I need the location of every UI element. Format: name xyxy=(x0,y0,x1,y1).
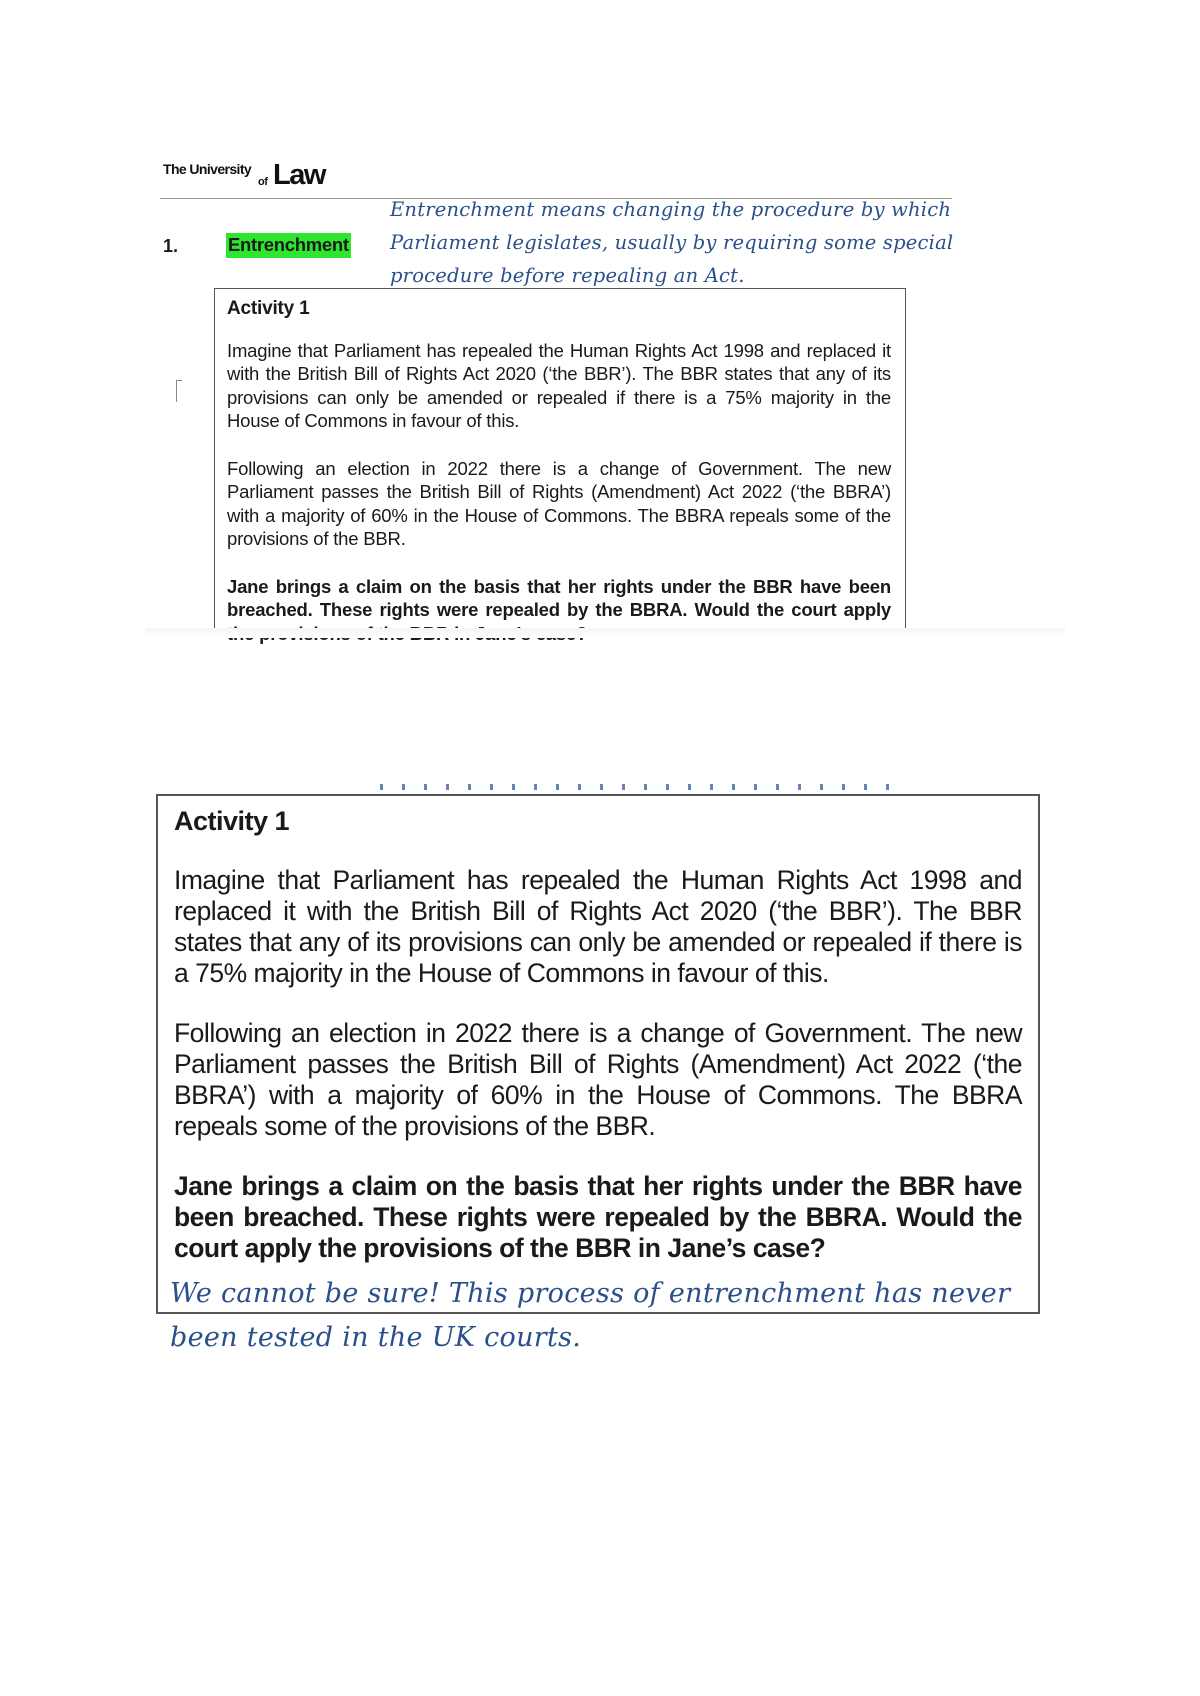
activity-title-enlarged: Activity 1 xyxy=(174,806,290,836)
activity-paragraph-2-enlarged: Following an election in 2022 there is a change of Government. The new Parliament passes the British Bill of Rights (Amendment) Act 2022 (‘the BBRA’) with a majority of 60% in the House of Commons. The BBRA repeals some of the provisions of the BBR. xyxy=(174,1018,1022,1141)
activity-paragraph-1-enlarged: Imagine that Parliament has repealed the Human Rights Act 1998 and replaced it with the British Bill of Rights Act 2020 (‘the BBR’). The BBR states that any of its provisions can only be amended or repealed if there is a 75% majority in the House of Commons in favour of this. xyxy=(174,865,1022,988)
university-of-law-logo xyxy=(163,160,343,190)
activity-question: Jane brings a claim on the basis that her rights under the BBR have been breached. These rights were repealed by the BBRA. Would the court apply xyxy=(227,575,891,620)
activity-question-enlarged: Jane brings a claim on the basis that her rights under the BBR have been breached. These rights were repealed by the BBRA. Would the court apply the provisions of the BBR in Jane’s case? xyxy=(174,1171,1022,1263)
activity-paragraph-1: Imagine that Parliament has repealed the Human Rights Act 1998 and replaced it with the British Bill of Rights Act 2020 (‘the BBR’). The BBR states that any of its provisions can only be amended or repealed if there is a 75% majority in the House of Commons in favour of this. xyxy=(227,339,891,431)
section-number: 1. xyxy=(163,236,179,256)
activity-paragraph-2: Following an election in 2022 there is a change of Government. The new Parliament passes the British Bill of Rights (Amendment) Act 2022 (‘the BBRA’) with a majority of 60% in the House of Commons. The BBRA repeals some of the provisions of the BBR. xyxy=(227,457,891,549)
activity-title: Activity 1 xyxy=(227,298,310,319)
logo-of: of xyxy=(258,176,268,188)
snippet-edge xyxy=(145,628,1065,638)
cropped-handwriting-strip xyxy=(380,784,900,790)
handwritten-answer: We cannot be sure! This process of entrenchment has never been tested in the UK courts. xyxy=(170,1278,1011,1353)
handwritten-definition: Entrenchment means changing the procedure by which Parliament legislates, usually by requiring some special procedure before repealing an Act. xyxy=(390,198,954,287)
activity-box-top xyxy=(214,288,906,629)
logo-law: Law xyxy=(273,159,325,191)
logo-the-university: The University xyxy=(163,161,252,177)
margin-mark xyxy=(176,380,179,402)
margin-mark-tick xyxy=(176,380,182,381)
highlighted-term: Entrenchment xyxy=(226,233,351,258)
activity-box-enlarged xyxy=(156,794,1040,1314)
